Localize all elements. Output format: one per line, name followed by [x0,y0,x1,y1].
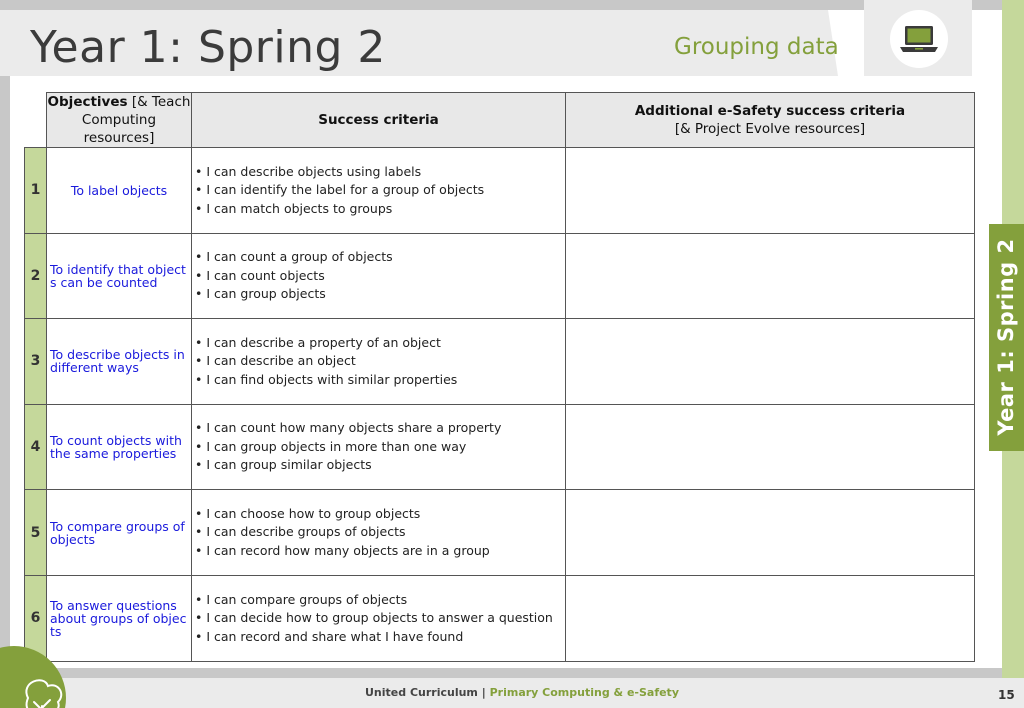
header-success-criteria: Success criteria [192,93,566,148]
row-number: 3 [25,319,47,405]
success-criteria-cell [192,319,566,405]
criteria-item: • I can group similar objects [195,457,372,473]
success-criteria-cell [192,490,566,576]
row-number: 1 [25,148,47,234]
bottom-frame [0,668,1002,678]
criteria-item: • I can describe objects using labels [195,163,422,179]
criteria-item: • I can group objects [195,286,326,302]
objective-link[interactable]: To label objects [47,148,192,234]
esafety-cell [566,575,975,661]
row-number: 2 [25,233,47,319]
footer-org: United Curriculum [365,686,478,699]
criteria-item: • I can decide how to group objects to answer a question [195,610,553,626]
row-number: 6 [25,575,47,661]
top-frame [0,0,1002,10]
esafety-cell [566,490,975,576]
criteria-item: • I can record how many objects are in a group [195,542,490,558]
success-criteria-cell [192,233,566,319]
criteria-item: • I can describe an object [195,353,356,369]
left-frame [0,76,10,670]
success-criteria-cell [192,148,566,234]
criteria-item: • I can count how many objects share a property [195,420,502,436]
header-objectives: Objectives [& Teach Computing resources] [47,94,191,146]
criteria-item: • I can match objects to groups [195,200,393,216]
objective-link[interactable]: To describe objects in different ways [47,319,192,405]
criteria-item: • I can describe groups of objects [195,524,406,540]
table-header-row [25,93,975,148]
success-criteria-cell [192,575,566,661]
page-subtitle: Grouping data [674,34,839,60]
objective-link[interactable]: To identify that objects can be counted [47,233,192,319]
criteria-item: • I can choose how to group objects [195,505,421,521]
footer-separator: | [477,686,490,699]
esafety-cell [566,148,975,234]
page-title: Year 1: Spring 2 [30,22,386,73]
criteria-item: • I can describe a property of an object [195,334,441,350]
objectives-table [24,92,975,662]
criteria-item: • I can count a group of objects [195,249,393,265]
objective-link[interactable]: To count objects with the same properties [47,404,192,490]
page-number: 15 [998,688,1015,702]
criteria-item: • I can record and share what I have found [195,628,464,644]
header-blank-cell [25,93,47,148]
footer-credit [0,686,1024,699]
esafety-cell [566,319,975,405]
table-row [25,148,975,234]
esafety-cell [566,404,975,490]
objective-link[interactable]: To compare groups of objects [47,490,192,576]
row-number: 4 [25,404,47,490]
footer-course: Primary Computing & e-Safety [489,686,679,699]
criteria-item: • I can group objects in more than one way [195,438,467,454]
table-row [25,404,975,490]
laptop-icon [899,24,939,54]
table-row [25,490,975,576]
table-row [25,319,975,405]
row-number: 5 [25,490,47,576]
table-row [25,233,975,319]
criteria-item: • I can identify the label for a group of objects [195,182,485,198]
header-esafety: Additional e-Safety success criteria [& Project Evolve resources] [566,93,975,148]
table-row [25,575,975,661]
criteria-item: • I can find objects with similar properties [195,371,458,387]
icon-badge [890,10,948,68]
criteria-item: • I can count objects [195,267,325,283]
success-criteria-cell [192,404,566,490]
objective-link[interactable]: To answer questions about groups of objects [47,575,192,661]
criteria-item: • I can compare groups of objects [195,591,408,607]
esafety-cell [566,233,975,319]
side-tab-label: Year 1: Spring 2 [994,238,1018,436]
